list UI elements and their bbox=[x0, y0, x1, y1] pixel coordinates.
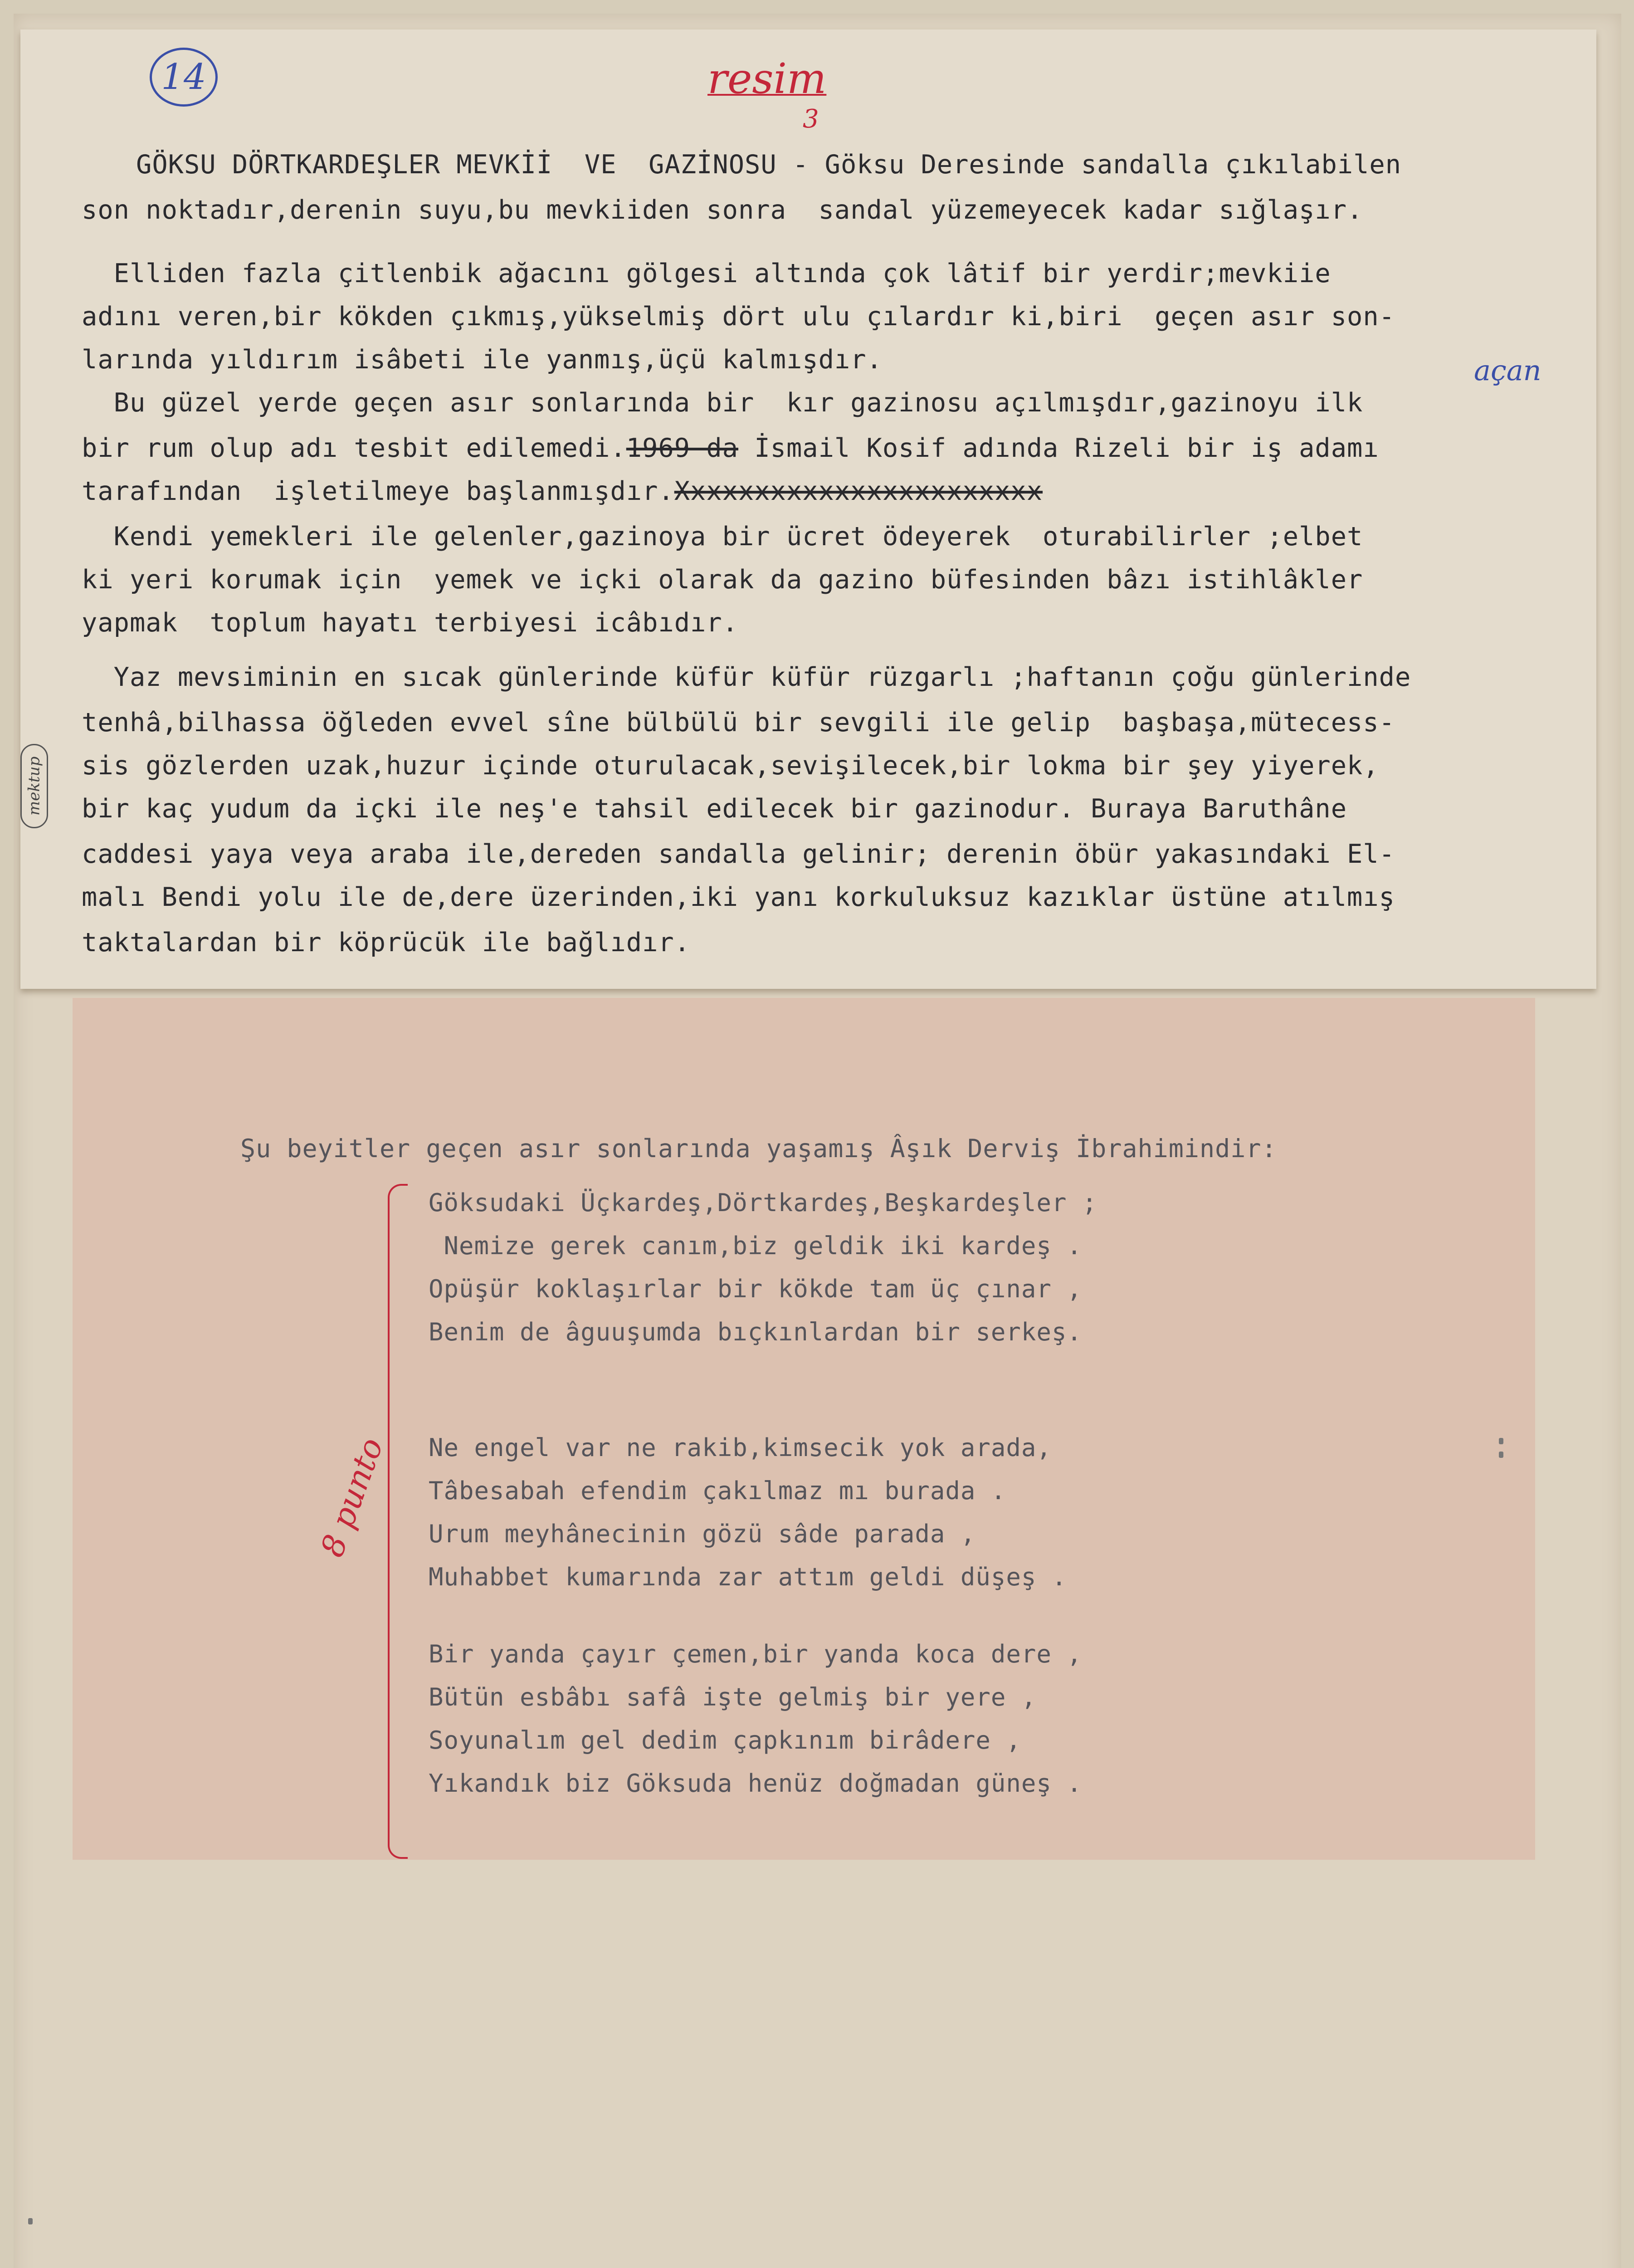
article-line-4: adını veren,bir kökden çıkmış,yükselmiş dört ulu çılardır ki,biri geçen asır son- bbox=[82, 302, 1395, 332]
verse-2-2: Tâbesabah efendim çakılmaz mı burada . bbox=[429, 1476, 1006, 1505]
struck-year: 1969 da bbox=[626, 433, 738, 463]
verse-3-3: Soyunalım gel dedim çapkınım birâdere , bbox=[429, 1726, 1021, 1755]
article-line-7-tail: İsmail Kosif adında Rizeli bir iş adamı bbox=[754, 433, 1379, 463]
ink-speck bbox=[1499, 1438, 1503, 1444]
page-number: 14 bbox=[150, 48, 218, 107]
article-line-9: Kendi yemekleri ile gelenler,gazinoya bir ücret ödeyerek oturabilirler ;elbet bbox=[82, 522, 1363, 552]
ink-speck bbox=[1499, 1452, 1503, 1458]
article-line-18: taktalardan bir köprücük ile bağlıdır. bbox=[82, 928, 691, 958]
verse-2-3: Urum meyhânecinin gözü sâde parada , bbox=[429, 1520, 976, 1548]
verse-1-2: Nemize gerek canım,biz geldik iki kardeş . bbox=[429, 1232, 1082, 1260]
verse-2-4: Muhabbet kumarında zar attım geldi düşeş . bbox=[429, 1563, 1067, 1591]
resim-note: resim bbox=[707, 54, 827, 103]
article-line-7-text: bir rum olup adı tesbit edilemedi. bbox=[82, 433, 626, 463]
article-line-13: tenhâ,bilhassa öğleden evvel sîne bülbülü bir sevgili ile gelip başbaşa,mütecess- bbox=[82, 708, 1395, 738]
verse-2-1: Ne engel var ne rakib,kimsecik yok arada, bbox=[429, 1433, 1052, 1462]
article-line-3: Elliden fazla çitlenbik ağacını gölgesi altında çok lâtif bir yerdir;mevkiie bbox=[82, 259, 1331, 288]
article-line-8 bbox=[82, 476, 1043, 506]
verse-3-1: Bir yanda çayır çemen,bir yanda koca dere , bbox=[429, 1640, 1082, 1668]
verse-1-3: Opüşür koklaşırlar bir kökde tam üç çınar , bbox=[429, 1275, 1082, 1303]
red-margin-bracket bbox=[388, 1184, 408, 1859]
red-margin-note: 8 punto bbox=[313, 1433, 391, 1562]
article-line-11: yapmak toplum hayatı terbiyesi icâbıdır. bbox=[82, 608, 738, 638]
hand-acan-note: açan bbox=[1474, 354, 1541, 387]
poem-intro: Şu beyitler geçen asır sonlarında yaşamış Âşık Derviş İbrahimindir: bbox=[240, 1134, 1277, 1163]
article-line-12: Yaz mevsiminin en sıcak günlerinde küfür küfür rüzgarlı ;haftanın çoğu günlerinde bbox=[82, 662, 1411, 692]
article-line-15: bir kaç yudum da içki ile neş'e tahsil edilecek bir gazinodur. Buraya Baruthâne bbox=[82, 794, 1347, 824]
article-line-7 bbox=[82, 433, 1379, 463]
article-line-6: Bu güzel yerde geçen asır sonlarında bir kır gazinosu açılmışdır,gazinoyu ilk bbox=[82, 388, 1363, 418]
article-line-1: GÖKSU DÖRTKARDEŞLER MEVKİİ VE GAZİNOSU - Göksu Deresinde sandalla çıkılabilen bbox=[136, 150, 1402, 180]
verse-3-2: Bütün esbâbı safâ işte gelmiş bir yere , bbox=[429, 1683, 1037, 1711]
ink-speck bbox=[28, 2218, 33, 2224]
article-line-14: sis gözlerden uzak,huzur içinde oturulacak,sevişilecek,bir lokma bir şey yiyerek, bbox=[82, 751, 1379, 781]
article-line-8-text: tarafından işletilmeye başlanmışdır. bbox=[82, 476, 674, 506]
verse-1-1: Göksudaki Üçkardeş,Dörtkardeş,Beşkardeşler ; bbox=[429, 1188, 1097, 1217]
verse-1-4: Benim de âguuşumda bıçkınlardan bir serkeş. bbox=[429, 1318, 1082, 1346]
article-line-5: larında yıldırım isâbeti ile yanmış,üçü kalmışdır. bbox=[82, 345, 883, 375]
article-line-17: malı Bendi yolu ile de,dere üzerinden,iki yanı korkuluksuz kazıklar üstüne atılmış bbox=[82, 882, 1395, 912]
article-line-16: caddesi yaya veya araba ile,dereden sandalla gelinir; derenin öbür yakasındaki El- bbox=[82, 839, 1395, 869]
article-line-10: ki yeri korumak için yemek ve içki olarak da gazino büfesinden bâzı istihlâkler bbox=[82, 565, 1363, 595]
verse-3-4: Yıkandık biz Göksuda henüz doğmadan güneş . bbox=[429, 1769, 1082, 1798]
margin-side-note: mektup bbox=[20, 744, 48, 828]
struck-tail: Xxxxxxxxxxxxxxxxxxxxxxx bbox=[674, 476, 1043, 506]
article-line-2: son noktadır,derenin suyu,bu mevkiiden sonra sandal yüzemeyecek kadar sığlaşır. bbox=[82, 195, 1363, 225]
resim-number: 3 bbox=[803, 104, 819, 134]
